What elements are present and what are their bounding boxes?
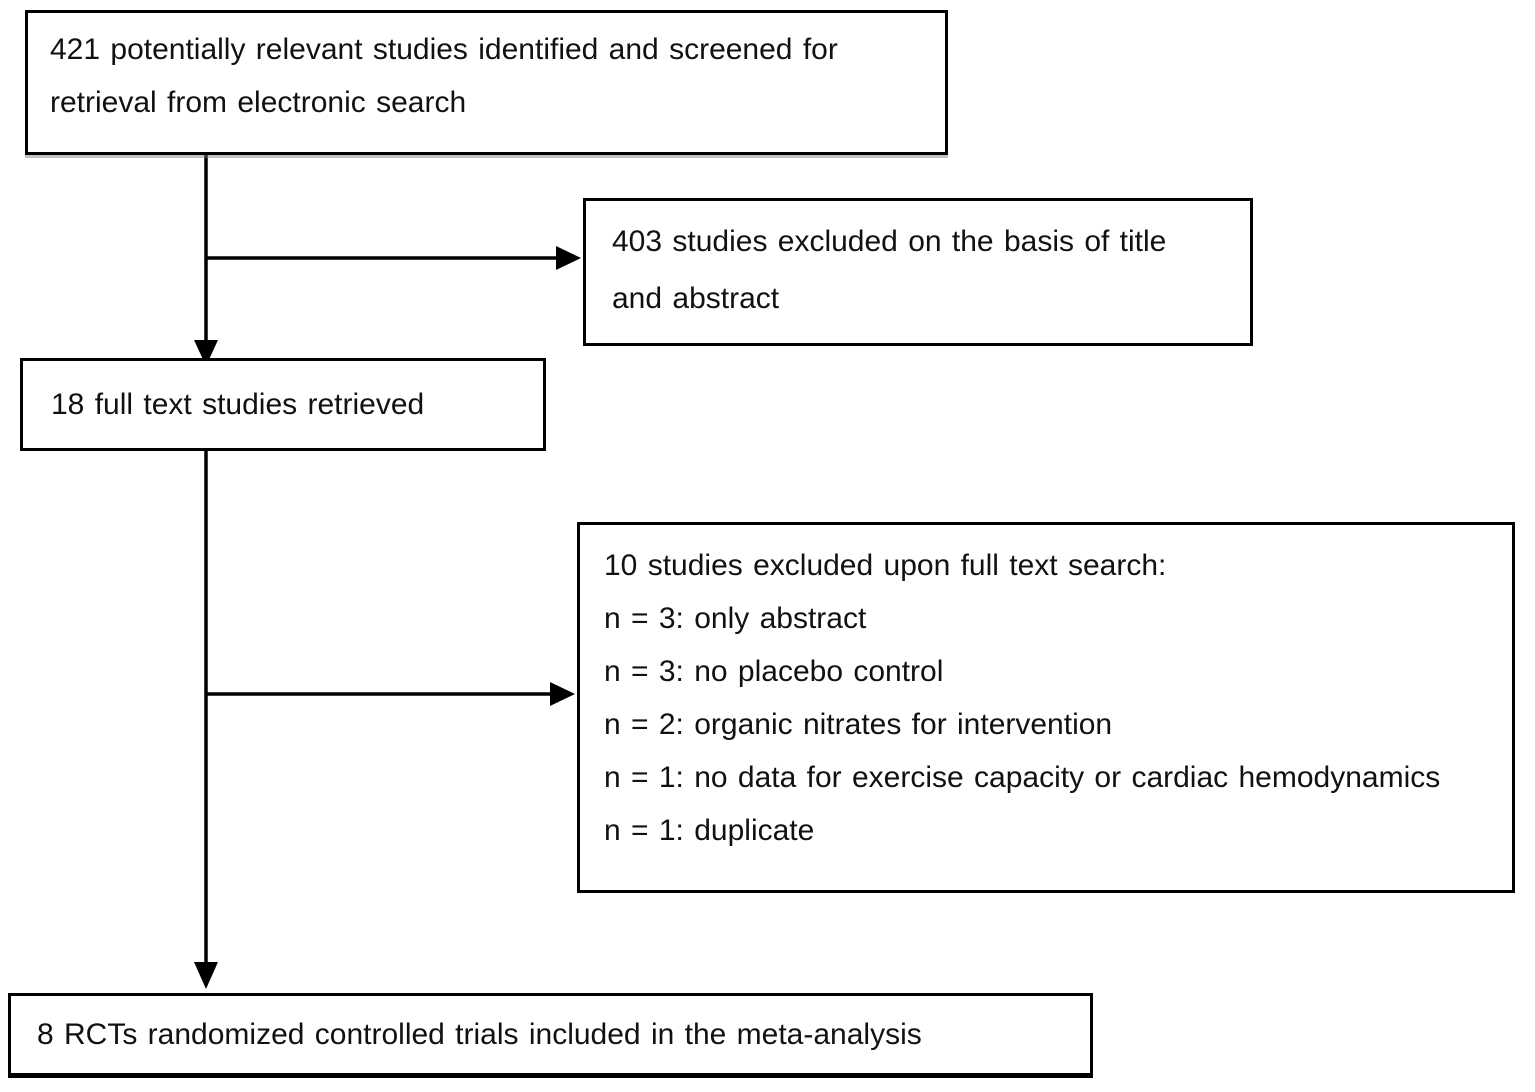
- edge-fulltext-to-excluded-fulltext-arrow: [194, 451, 218, 989]
- node-excluded-full-text-reason-2: n = 3: no placebo control: [604, 655, 944, 688]
- node-studies-identified-text-line1: 421 potentially relevant studies identified and screened for: [50, 33, 838, 66]
- node-rcts-included: [8, 993, 1093, 1078]
- node-excluded-full-text-reason-5: n = 1: duplicate: [604, 814, 815, 847]
- node-excluded-full-text-reason-4: n = 1: no data for exercise capacity or cardiac hemodynamics: [604, 761, 1441, 794]
- node-excluded-full-text-reason-3: n = 2: organic nitrates for intervention: [604, 708, 1113, 741]
- node-studies-identified: [25, 10, 948, 155]
- edge-fulltext-to-included-arrow: [206, 682, 575, 706]
- node-studies-identified-text-line2: retrieval from electronic search: [50, 86, 467, 119]
- node-full-text-retrieved-text: 18 full text studies retrieved: [51, 387, 425, 421]
- node-excluded-title-abstract: [583, 198, 1253, 346]
- edge-identified-to-fulltext-arrow: [194, 155, 218, 366]
- node-excluded-title-abstract-text-line2: and abstract: [612, 282, 780, 315]
- node-excluded-full-text-heading: 10 studies excluded upon full text search:: [604, 549, 1167, 582]
- node-excluded-title-abstract-text-line1: 403 studies excluded on the basis of title: [612, 225, 1167, 258]
- node-excluded-full-text: [577, 522, 1515, 893]
- node-full-text-retrieved: [20, 358, 546, 451]
- node-excluded-full-text-reason-1: n = 3: only abstract: [604, 602, 867, 635]
- edge-identified-to-excluded-title-arrow: [206, 246, 581, 270]
- node-rcts-included-text: 8 RCTs randomized controlled trials included in the meta-analysis: [37, 1017, 922, 1051]
